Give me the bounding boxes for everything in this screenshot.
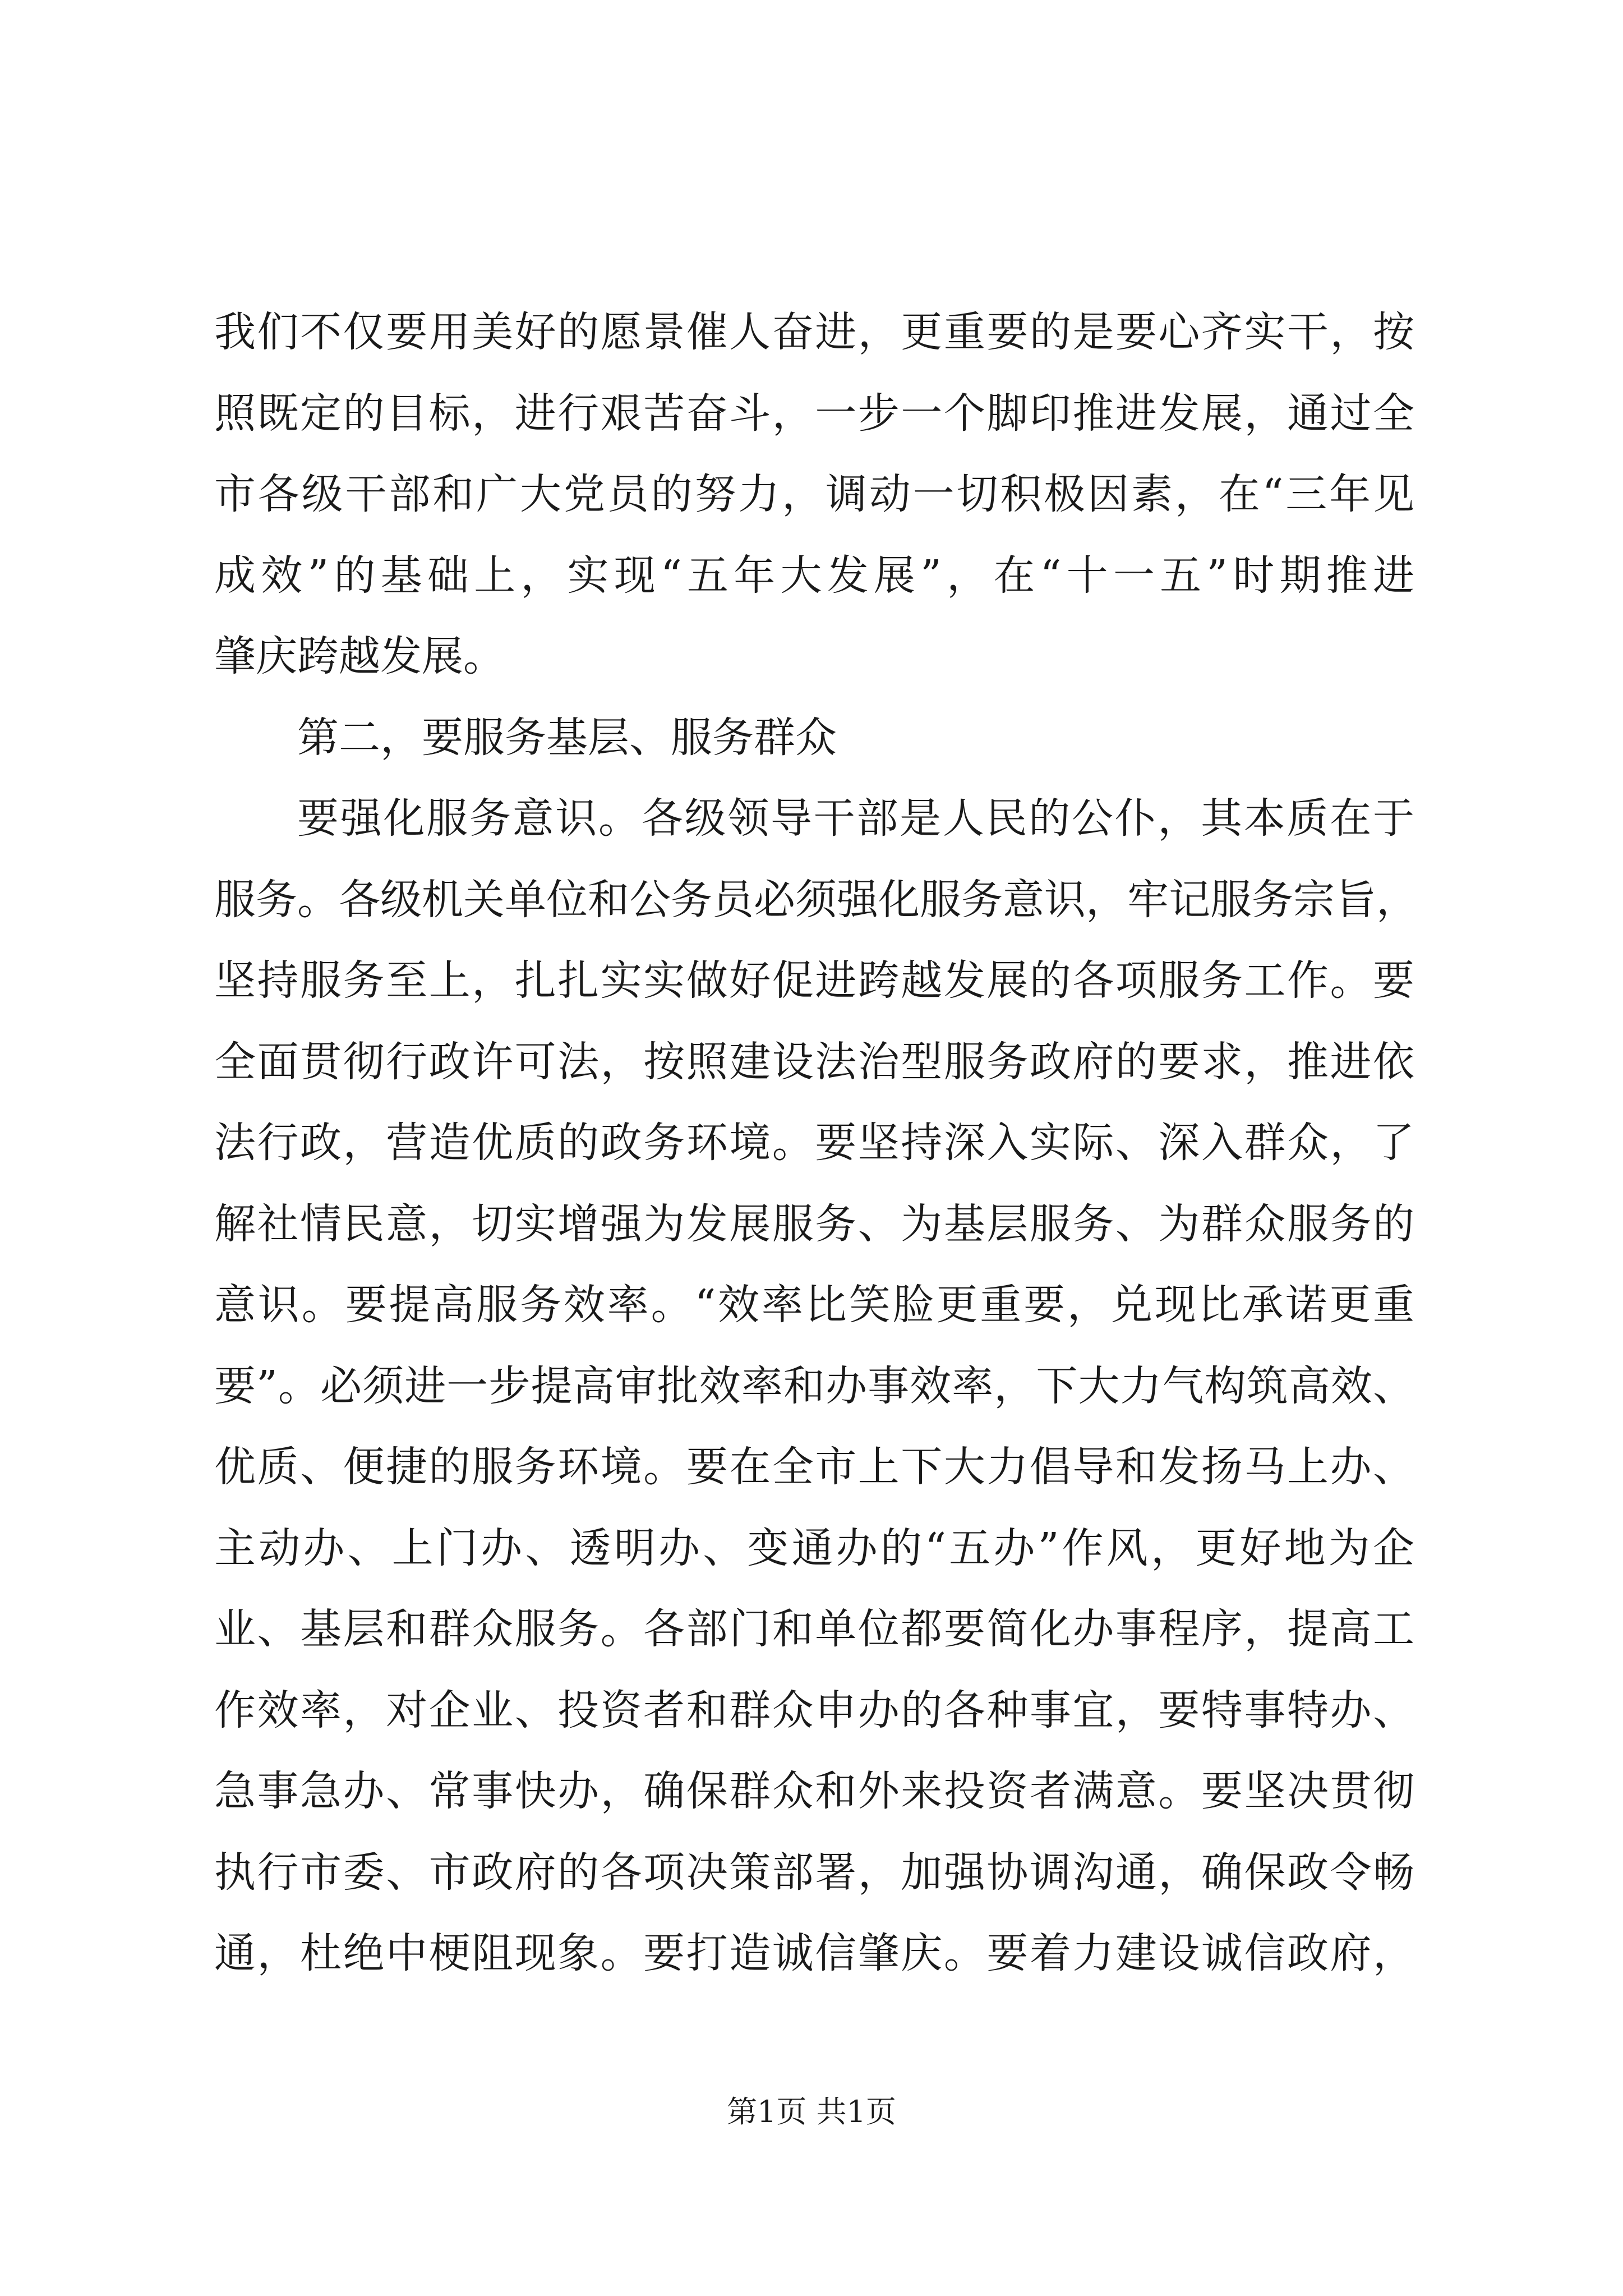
page-number-label: 第1页 共1页 (727, 2094, 896, 2129)
text-line: 执行市委、市政府的各项决策部署，加强协调沟通，确保政令畅 (214, 1848, 1414, 1897)
paragraph-2 (214, 778, 1418, 1994)
text-line: 通，杜绝中梗阻现象。要打造诚信肇庆。要着力建设诚信政府， (214, 1929, 1414, 1977)
text-line: 坚持服务至上，扎扎实实做好促进跨越发展的各项服务工作。要 (214, 956, 1414, 1005)
paragraph-1 (214, 292, 1414, 697)
document-body (214, 292, 1418, 1994)
section-heading: 第二，要服务基层、服务群众 (297, 713, 837, 762)
text-line: 法行政，营造优质的政务环境。要坚持深入实际、深入群众，了 (214, 1119, 1414, 1167)
text-line: 业、基层和群众服务。各部门和单位都要简化办事程序，提高工 (214, 1605, 1414, 1653)
text-line: 主动办、上门办、透明办、变通办的“五办”作风，更好地为企 (214, 1524, 1414, 1572)
page-footer (0, 2092, 1623, 2132)
text-line: 全面贯彻行政许可法，按照建设法治型服务政府的要求，推进依 (214, 1037, 1414, 1086)
text-line: 要强化服务意识。各级领导干部是人民的公仆，其本质在于 (297, 794, 1414, 843)
text-line: 优质、便捷的服务环境。要在全市上下大力倡导和发扬马上办、 (214, 1443, 1414, 1491)
text-line: 作效率，对企业、投资者和群众申办的各种事宜，要特事特办、 (214, 1686, 1414, 1734)
text-line: 意识。要提高服务效率。“效率比笑脸更重要，兑现比承诺更重 (214, 1281, 1414, 1329)
text-line: 照既定的目标，进行艰苦奋斗，一步一个脚印推进发展，通过全 (214, 389, 1414, 438)
text-line: 成效”的基础上，实现“五年大发展”，在“十一五”时期推进 (214, 551, 1414, 600)
text-line: 肇庆跨越发展。 (214, 632, 505, 680)
text-line: 解社情民意，切实增强为发展服务、为基层服务、为群众服务的 (214, 1199, 1414, 1248)
text-line: 要”。必须进一步提高审批效率和办事效率，下大力气构筑高效、 (214, 1361, 1414, 1410)
text-line: 我们不仅要用美好的愿景催人奋进，更重要的是要心齐实干，按 (214, 308, 1414, 356)
text-line: 市各级干部和广大党员的努力，调动一切积极因素，在“三年见 (214, 470, 1414, 518)
text-line: 急事急办、常事快办，确保群众和外来投资者满意。要坚决贯彻 (214, 1767, 1414, 1815)
text-line: 服务。各级机关单位和公务员必须强化服务意识，牢记服务宗旨， (214, 875, 1418, 924)
